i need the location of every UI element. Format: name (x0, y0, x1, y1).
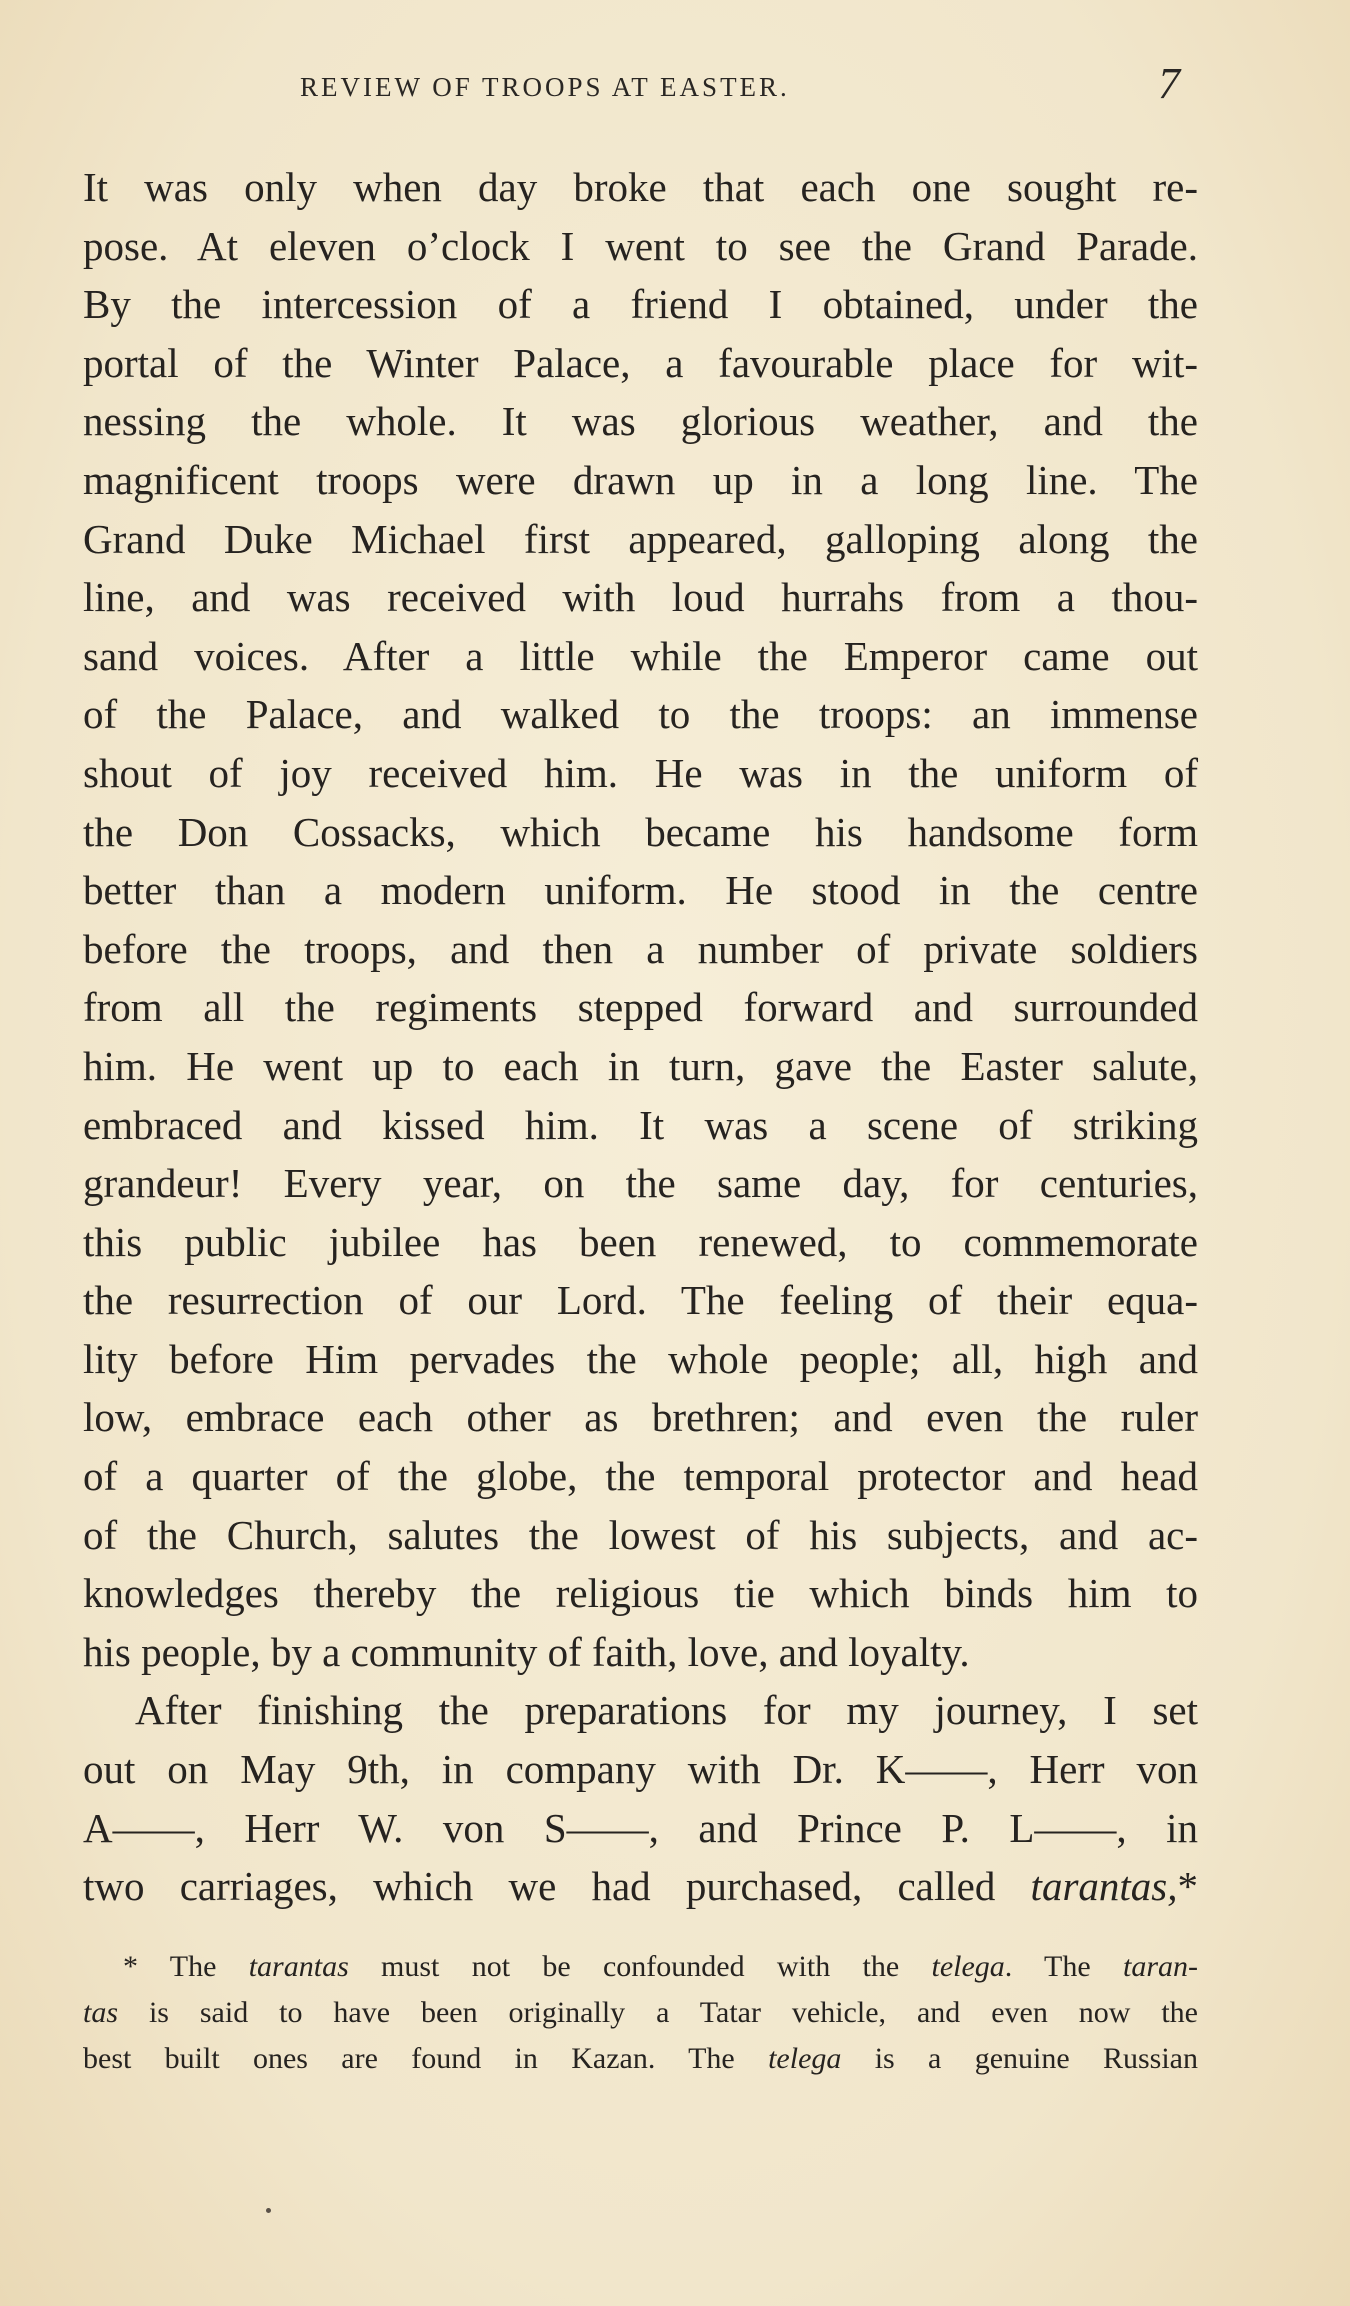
text-line: the resurrection of our Lord. The feeling of their equa- (83, 1277, 1198, 1324)
text-line: of the Church, salutes the lowest of his subjects, and ac- (83, 1511, 1198, 1558)
footnote (83, 1944, 1198, 2082)
text-line: out on May 9th, in company with Dr. K——, Herr von (83, 1746, 1198, 1793)
text-line: Grand Duke Michael first appeared, galloping along the (83, 515, 1198, 562)
text-line: this public jubilee has been renewed, to commemorate (83, 1218, 1198, 1265)
italic-term: tarantas (248, 1950, 349, 1983)
italic-term: taran- (1123, 1950, 1199, 1983)
running-head: REVIEW OF TROOPS AT EASTER. (300, 72, 790, 102)
text-line: portal of the Winter Palace, a favourable place for wit- (83, 339, 1198, 386)
text-line: pose. At eleven o’clock I went to see the Grand Parade. (83, 222, 1198, 269)
ink-speck (266, 2208, 271, 2213)
italic-term: tas (83, 1996, 119, 2029)
text-line: shout of joy received him. He was in the uniform of (83, 749, 1198, 796)
footnote-mark: * (1177, 1863, 1198, 1910)
text-line: magnificent troops were drawn up in a long line. The (83, 456, 1198, 503)
paragraph-start-line: After finishing the preparations for my journey, I set (135, 1687, 1198, 1734)
text-line: from all the regiments stepped forward and surrounded (83, 984, 1198, 1031)
text-span: best built ones are found in Kazan. The (83, 2042, 769, 2075)
text-span: is a genuine Russian (841, 2042, 1198, 2075)
text-span: is said to have been originally a Tatar vehicle, and even now the (118, 1996, 1198, 2029)
text-line: line, and was received with loud hurrahs from a thou- (83, 574, 1198, 621)
text-span: . The (1004, 1950, 1124, 1983)
text-line: By the intercession of a friend I obtained, under the (83, 281, 1198, 328)
text-line: before the troops, and then a number of private soldiers (83, 925, 1198, 972)
text-line: It was only when day broke that each one sought re- (83, 164, 1198, 210)
text-line-with-footnote-ref (83, 1857, 1198, 1916)
text-line: of the Palace, and walked to the troops: an immense (83, 691, 1198, 738)
italic-term: tarantas, (1030, 1863, 1178, 1910)
text-span: * The (123, 1950, 249, 1983)
text-line: grandeur! Every year, on the same day, for centuries, (83, 1160, 1198, 1207)
text-line: knowledges thereby the religious tie which binds him to (83, 1570, 1198, 1617)
footnote-line (83, 2036, 1198, 2082)
text-line: A——, Herr W. von S——, and Prince P. L——, in (83, 1804, 1198, 1851)
text-span: two carriages, which we had purchased, called (83, 1863, 1031, 1910)
page-number: 7 (1158, 59, 1180, 108)
text-line: low, embrace each other as brethren; and even the ruler (83, 1394, 1198, 1441)
text-line: of a quarter of the globe, the temporal protector and head (83, 1453, 1198, 1500)
text-line: him. He went up to each in turn, gave the Easter salute, (83, 1042, 1198, 1089)
footnote-line (83, 1944, 1198, 1990)
body-text (83, 158, 1198, 1916)
italic-term: telega (931, 1950, 1005, 1983)
text-line: the Don Cossacks, which became his handsome form (83, 808, 1198, 855)
text-line: sand voices. After a little while the Emperor came out (83, 632, 1198, 679)
text-line: embraced and kissed him. It was a scene of striking (83, 1101, 1198, 1148)
text-line: lity before Him pervades the whole people; all, high and (83, 1335, 1198, 1382)
text-span: must not be confounded with the (348, 1950, 932, 1983)
text-line: nessing the whole. It was glorious weather, and the (83, 398, 1198, 445)
paragraph-end-line: his people, by a community of faith, love, and loyalty. (83, 1628, 970, 1675)
footnote-line (83, 1990, 1198, 2036)
text-line: better than a modern uniform. He stood in the centre (83, 867, 1198, 914)
italic-term: telega (768, 2042, 842, 2075)
